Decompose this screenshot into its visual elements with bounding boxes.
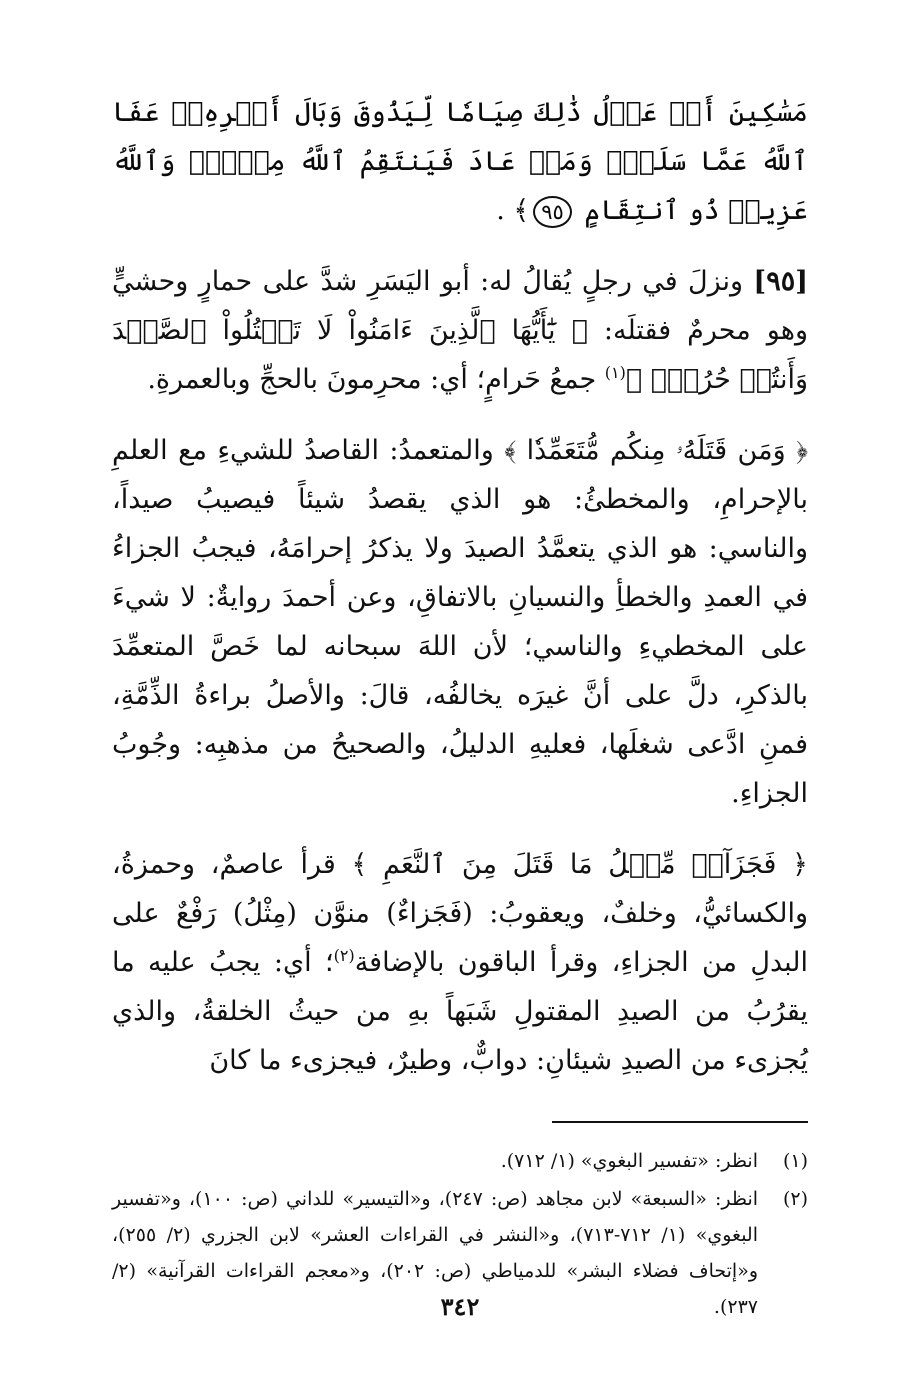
verse-close: ﴾ . — [496, 195, 530, 226]
paragraph-text-end: جمعُ حَرامٍ؛ أي: محرِمونَ بالحجِّ وبالعمرةِ. — [147, 364, 597, 395]
verse-label: [٩٥] — [753, 266, 808, 297]
footnote — [112, 1143, 808, 1179]
paragraph-text: ونزلَ في رجلٍ يُقالُ له: أبو اليَسَرِ شدَّ على حمارٍ وحشيٍّ وهو محرمٌ فقتلَه: ﴿ يَٰٓأَيُّهَا ٱلَّذِينَ ءَامَنُواْ لَا تَقۡتُلُواْ ٱلصَّيۡدَ وَأَنتُمۡ حُرُمٞۚ ﴾ — [112, 266, 808, 395]
footnote-reference[interactable]: (٢) — [333, 946, 355, 965]
footnote-text: انظر: «السبعة» لابن مجاهد (ص: ٢٤٧)، و«التيسير» للداني (ص: ١٠٠)، و«تفسير البغوي» (١/ ٧١٢-٧١٣)، و«النشر في القراءات العشر» لابن الجزري (٢/ ٢٥٥)، و«إتحاف فضلاء البشر» للدمياطي (ص: ٢٠٢)، و«معجم القراءات القرآنية» (٢/ ٢٣٧). — [112, 1188, 759, 1318]
paragraph-jazaa — [112, 840, 808, 1085]
verse-text: مَسَٰكِينَ أَوۡ عَدۡلُ ذَٰلِكَ صِيَامٗا لِّيَذُوقَ وَبَالَ أَمۡرِهِۦۗ عَفَا ٱللَّهُ عَمَّا سَلَفَۚ وَمَنۡ عَادَ فَيَنتَقِمُ ٱللَّهُ مِنۡهُۚ وَٱللَّهُ عَزِيزٞ ذُو ٱنتِقَامٍ — [112, 97, 808, 226]
quran-verse-continuation — [112, 88, 808, 235]
footnote-divider — [552, 1121, 808, 1123]
footnote-reference[interactable]: (١) — [604, 363, 626, 382]
page-number: ٣٤٢ — [440, 1292, 480, 1321]
footnote-number: (٢) — [782, 1188, 808, 1210]
footnote-text: انظر: «تفسير البغوي» (١/ ٧١٢). — [500, 1150, 758, 1172]
verse-number-badge: ٩٥ — [533, 196, 572, 228]
footnote-number: (١) — [782, 1150, 808, 1172]
paragraph-text-end: ؛ أي: يجبُ عليه ما يقرُبُ من الصيدِ المقتولِ شَبَهاً بهِ من حيثُ الخلقةُ، والذي يُجزىء من الصيدِ شيئانِ: دوابٌّ، وطيرٌ، فيجزىء ما كانَ — [112, 947, 808, 1076]
paragraph-mutaammid: ﴿ وَمَن قَتَلَهُۥ مِنكُم مُّتَعَمِّدٗا ﴾ والمتعمدُ: القاصدُ للشيءِ مع العلمِ بالإحرامِ، والمخطئُ: هو الذي يقصدُ شيئاً فيصيبُ صيداً، والناسي: هو الذي يتعمَّدُ الصيدَ ولا يذكرُ إحرامَهُ، فيجبُ الجزاءُ في العمدِ والخطأِ والنسيانِ بالاتفاقِ، وعن أحمدَ روايةٌ: لا شيءَ على المخطيءِ والناسي؛ لأن اللهَ سبحانه لما خَصَّ المتعمِّدَ بالذكرِ، دلَّ على أنَّ غيرَه يخالفُه، قالَ: والأصلُ براءةُ الذِّمَّةِ، فمنِ ادَّعى شغلَها، فعليهِ الدليلُ، والصحيحُ من مذهبِه: وجُوبُ الجزاءِ. — [112, 435, 808, 809]
paragraph-text: ﴿ فَجَزَآءٞ مِّثۡلُ مَا قَتَلَ مِنَ ٱلنَّعَمِ ﴾ قرأ عاصمٌ، وحمزةُ، والكسائيُّ، وخلفٌ، ويعقوبُ: (فَجَزاءٌ) منوَّن (مِثْلُ) رَفْعٌ على البدلِ من الجزاءِ، وقرأ الباقون بالإضافة — [112, 849, 808, 978]
paragraph-95 — [112, 257, 808, 404]
